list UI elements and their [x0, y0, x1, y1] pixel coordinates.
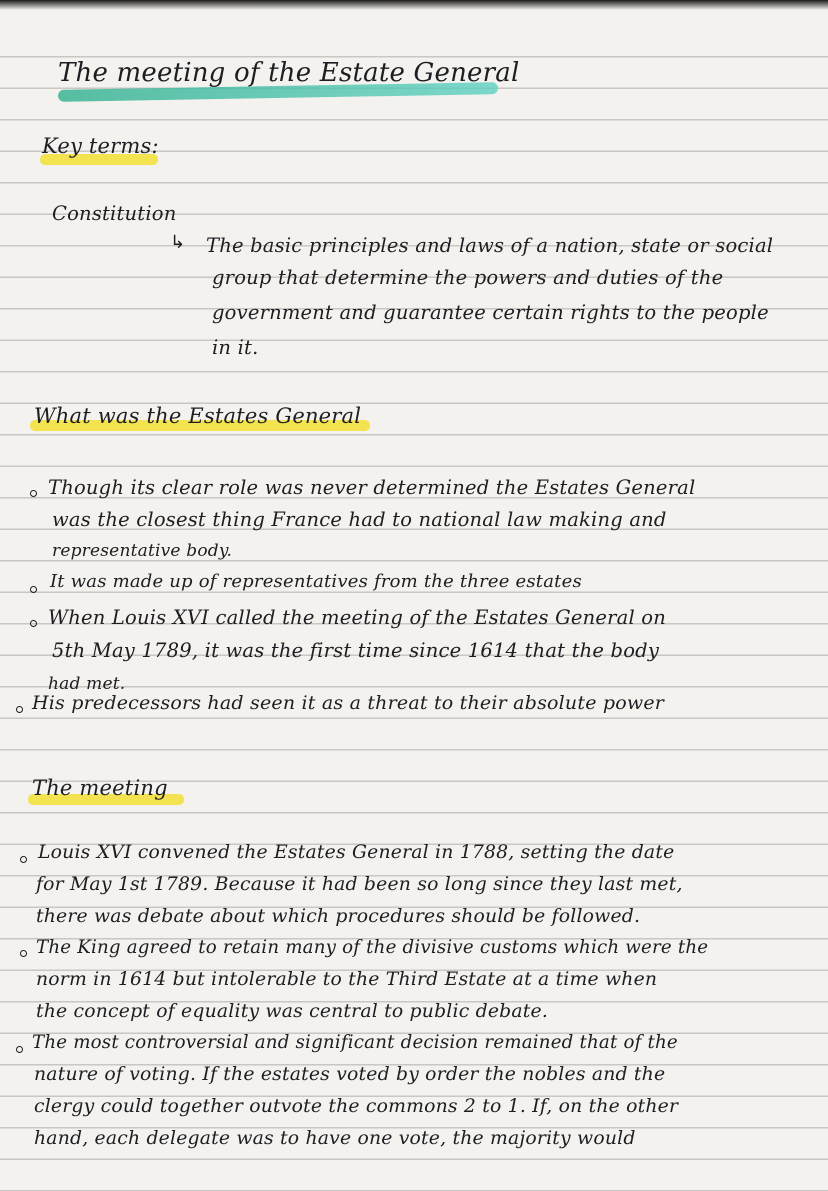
section2-line: The most controversial and significant decision remained that of the — [32, 1032, 678, 1053]
section1-line: His predecessors had seen it as a threat to their absolute power — [32, 692, 665, 714]
term-word: Constitution — [52, 202, 177, 225]
arrow-icon: ↳ — [170, 232, 186, 253]
definition-line: in it. — [212, 336, 259, 359]
section1-line: Though its clear role was never determined the Estates General — [48, 476, 696, 499]
section1-line: had met. — [48, 674, 126, 694]
section1-line: It was made up of representatives from the three estates — [50, 571, 582, 592]
section2-line: hand, each delegate was to have one vote, the majority would — [34, 1128, 636, 1149]
section1-line: When Louis XVI called the meeting of the Estates General on — [48, 606, 666, 629]
bullet-icon — [16, 1046, 23, 1053]
page-title: The meeting of the Estate General — [58, 58, 520, 88]
section2-line: for May 1st 1789. Because it had been so long since they last met, — [36, 874, 683, 895]
bullet-icon — [20, 950, 27, 957]
section2-line: nature of voting. If the estates voted by order the nobles and the — [34, 1064, 666, 1085]
section1-line: 5th May 1789, it was the first time since 1614 that the body — [52, 639, 660, 662]
section2-line: The King agreed to retain many of the divisive customs which were the — [36, 937, 709, 958]
section2-line: there was debate about which procedures should be followed. — [36, 906, 641, 927]
section2-line: Louis XVI convened the Estates General in 1788, setting the date — [38, 842, 675, 863]
key-terms-heading: Key terms: — [42, 134, 159, 158]
section2-line: norm in 1614 but intolerable to the Third Estate at a time when — [36, 969, 658, 990]
bullet-icon — [30, 620, 37, 627]
bullet-icon — [30, 586, 37, 593]
definition-line: The basic principles and laws of a nation, state or social — [206, 234, 774, 257]
section1-line: was the closest thing France had to national law making and — [52, 508, 667, 531]
section2-line: the concept of equality was central to public debate. — [36, 1001, 548, 1022]
bullet-icon — [20, 856, 27, 863]
section2-line: clergy could together outvote the commons 2 to 1. If, on the other — [34, 1096, 679, 1117]
bullet-icon — [30, 490, 37, 497]
section2-heading: The meeting — [32, 776, 168, 800]
bullet-icon — [16, 706, 23, 713]
page-top-edge — [0, 0, 828, 10]
section1-heading: What was the Estates General — [34, 404, 362, 428]
definition-line: government and guarantee certain rights to the people — [212, 301, 769, 324]
section1-line: representative body. — [52, 541, 233, 561]
definition-line: group that determine the powers and duties of the — [212, 266, 724, 289]
